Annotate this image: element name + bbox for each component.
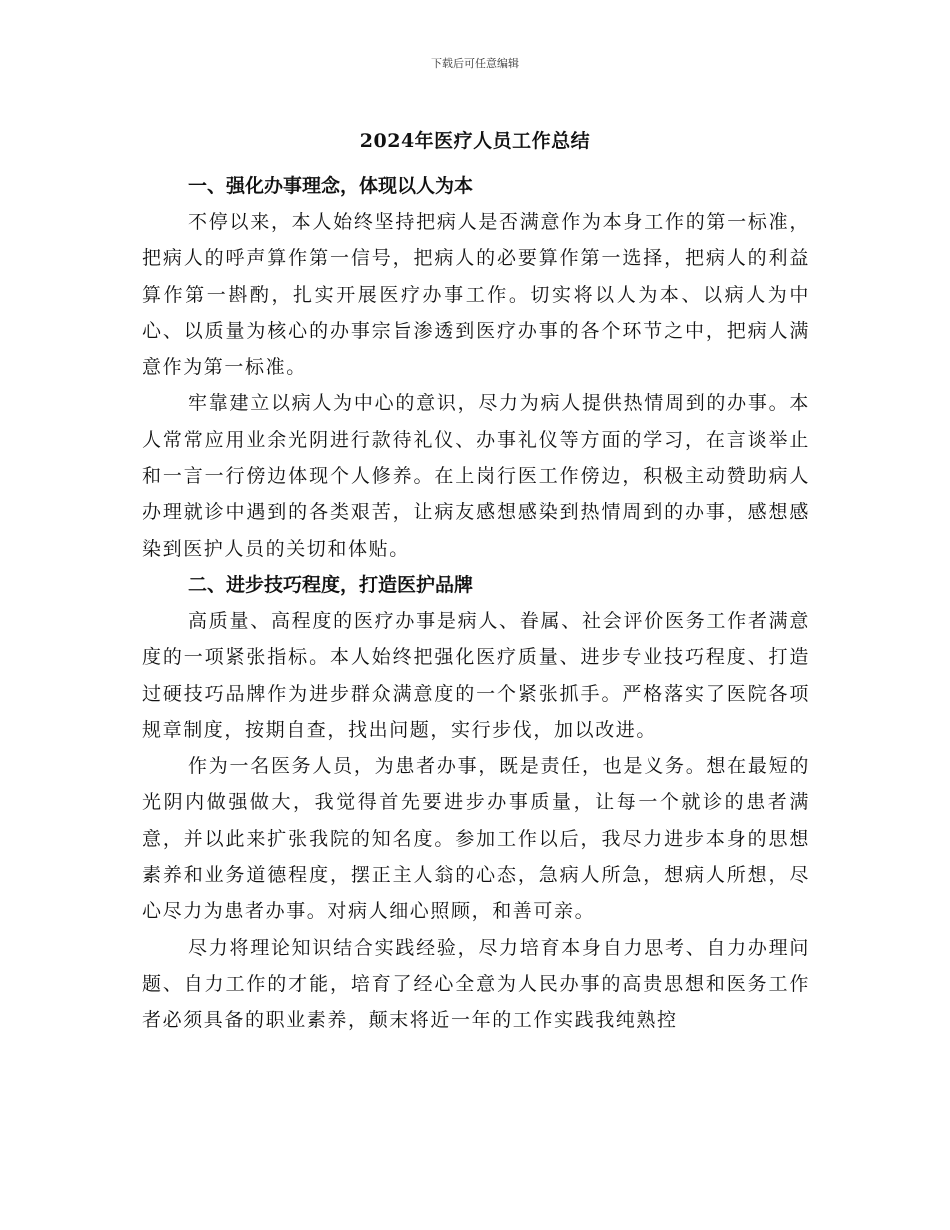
section-1-paragraph-2: 牢靠建立以病人为中心的意识，尽力为病人提供热情周到的办事。本人常常应用业余光阴进行款待礼仪、办事礼仪等方面的学习，在言谈举止和一言一行傍边体现个人修养。在上岗行医工作傍边，积极主动赞助病人办理就诊中遇到的各类艰苦，让病友感想感染到热情周到的办事，感想感染到医护人员的关切和体贴。 <box>142 392 810 560</box>
section-2-paragraph-1: 高质量、高程度的医疗办事是病人、眷属、社会评价医务工作者满意度的一项紧张指标。本人始终把强化医疗质量、进步专业技巧程度、打造过硬技巧品牌作为进步群众满意度的一个紧张抓手。严格落实了医院各项规章制度，按期自查，找出问题，实行步伐，加以改进。 <box>142 609 810 741</box>
document-title: 2024年医疗人员工作总结 <box>359 130 591 152</box>
page-header-note: 下载后可任意编辑 <box>431 57 519 70</box>
section-heading-1: 一、强化办事理念，体现以人为本 <box>188 175 474 197</box>
section-heading-2: 二、进步技巧程度，打造医护品牌 <box>188 573 474 596</box>
document-body <box>142 168 810 1039</box>
section-2-paragraph-3: 尽力将理论知识结合实践经验，尽力培育本身自力思考、自力办理问题、自力工作的才能，培育了经心全意为人民办事的高贵思想和医务工作者必须具备的职业素养，颠末将近一年的工作实践我纯熟控 <box>142 936 810 1032</box>
section-2-paragraph-2: 作为一名医务人员，为患者办事，既是责任，也是义务。想在最短的光阴内做强做大，我觉得首先要进步办事质量，让每一个就诊的患者满意，并以此来扩张我院的知名度。参加工作以后，我尽力进步本身的思想素养和业务道德程度，摆正主人翁的心态，急病人所急，想病人所想，尽心尽力为患者办事。对病人细心照顾，和善可亲。 <box>142 755 810 923</box>
section-1-paragraph-1: 不停以来，本人始终坚持把病人是否满意作为本身工作的第一标准，把病人的呼声算作第一信号，把病人的必要算作第一选择，把病人的利益算作第一斟酌，扎实开展医疗办事工作。切实将以人为本、以病人为中心、以质量为核心的办事宗旨渗透到医疗办事的各个环节之中，把病人满意作为第一标准。 <box>142 211 810 379</box>
